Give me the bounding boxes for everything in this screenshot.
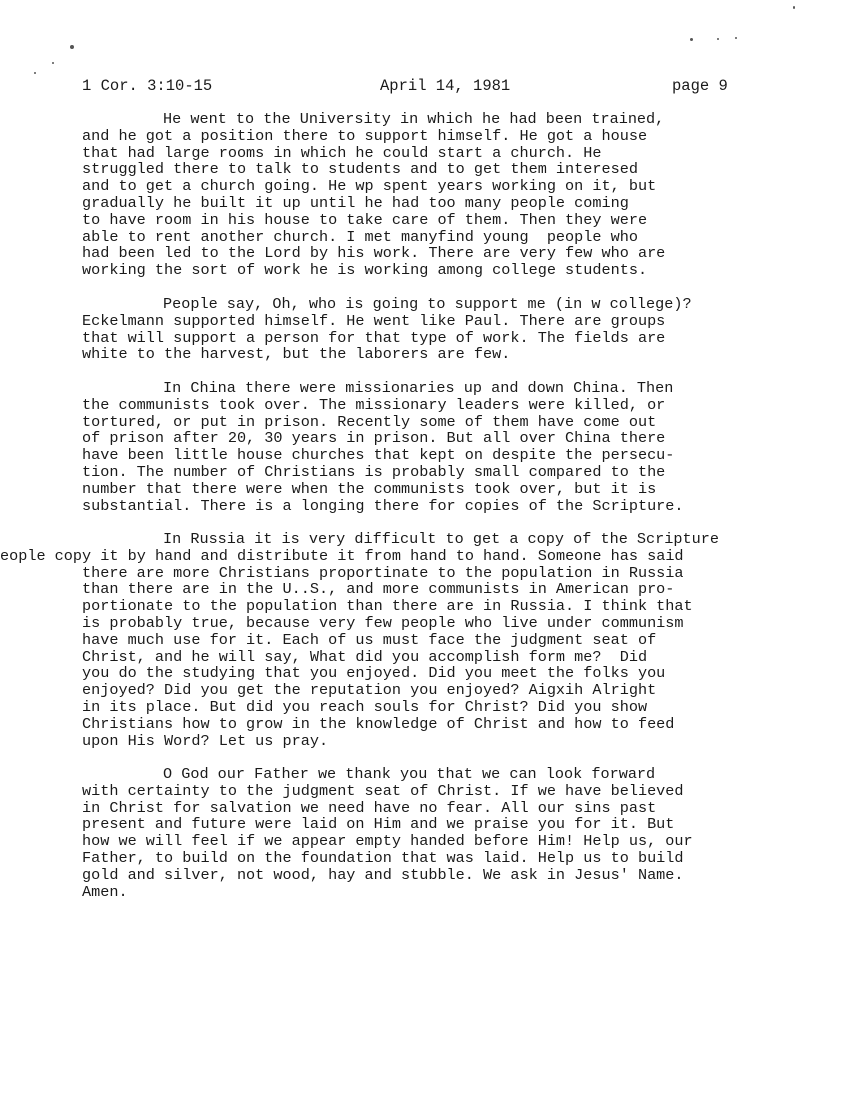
text-line: Eckelmann supported himself. He went like Paul. There are groups [82,311,666,330]
text-line: and to get a church going. He wp spent years working on it, but [82,177,657,196]
text-line: Father, to build on the foundation that was laid. Help us to build [82,848,684,867]
text-line: in Christ for salvation we need have no fear. All our sins past [82,798,657,817]
closing-prayer [0,766,693,900]
text-line: is probably true, because very few people who live under communism [82,613,684,632]
text-line: number that there were when the communists took over, but it is [82,479,657,498]
text-line: have much use for it. Each of us must face the judgment seat of [82,630,657,649]
text-line: to have room in his house to take care of them. Then they were [82,210,648,229]
text-line: had been led to the Lord by his work. There are very few who are [82,244,666,263]
text-line: tortured, or put in prison. Recently some of them have come out [82,412,657,431]
text-line: how we will feel if we appear empty handed before Him! Help us, our [82,832,693,851]
scan-speck [717,38,719,40]
text-line: struggled there to talk to students and to get them interesed [82,160,638,179]
text-line: have been little house churches that kept on despite the persecu- [82,446,675,465]
paragraph-2 [0,296,692,363]
paragraph-4 [0,531,719,749]
text-line: In Russia it is very difficult to get a copy of the Scripture [163,530,719,548]
text-line: Christians how to grow in the knowledge of Christ and how to feed [82,714,675,733]
text-line: People say, Oh, who is going to support me (in w college)? [163,295,692,313]
text-line: able to rent another church. I met manyfind young people who [82,227,638,246]
text-line: gradually he built it up until he had too many people coming [82,193,629,212]
paragraph-3 [0,380,684,514]
scripture-reference: 1 Cor. 3:10-15 [82,77,213,95]
scan-speck [34,72,36,74]
text-line: in its place. But did you reach souls for Christ? Did you show [82,697,648,716]
text-line: upon His Word? Let us pray. [82,731,329,750]
page-number: page 9 [672,77,728,95]
text-line: O God our Father we thank you that we can look forward [163,765,656,783]
text-line: portionate to the population than there are in Russia. I think that [82,597,693,616]
text-line: with certainty to the judgment seat of Christ. If we have believed [82,781,684,800]
text-line: He went to the University in which he had been trained, [163,110,665,128]
page-header [82,76,728,96]
text-line: In China there were missionaries up and down China. Then [163,379,674,397]
text-line: present and future were laid on Him and we praise you for it. But [82,815,675,834]
sermon-date: April 14, 1981 [380,77,511,95]
scan-speck [690,38,693,41]
text-line: that will support a person for that type of work. The fields are [82,328,666,347]
text-line: and he got a position there to support himself. He got a house [82,126,648,145]
text-line: gold and silver, not wood, hay and stubble. We ask in Jesus' Name. [82,865,684,884]
text-line: working the sort of work he is working among college students. [82,261,648,280]
text-line: Amen. [82,882,128,901]
text-line: enjoyed? Did you get the reputation you enjoyed? Aigxih Alright [82,681,657,700]
scan-speck [793,6,795,9]
text-line: of prison after 20, 30 years in prison. But all over China there [82,429,666,448]
text-line: you do the studying that you enjoyed. Did you meet the folks you [82,664,666,683]
scan-speck [52,62,54,64]
text-line: substantial. There is a longing there for copies of the Scripture. [82,496,684,515]
text-line: there are more Christians proportinate to the population in Russia [82,563,684,582]
scan-speck [70,45,74,49]
scan-speck [735,37,737,39]
text-line: eople copy it by hand and distribute it from hand to hand. Someone has said [0,546,684,565]
text-line: tion. The number of Christians is probably small compared to the [82,462,666,481]
paragraph-1 [0,111,665,279]
text-line: the communists took over. The missionary leaders were killed, or [82,395,666,414]
text-line: than there are in the U..S., and more communists in American pro- [82,580,675,599]
text-line: that had large rooms in which he could start a church. He [82,143,602,162]
text-line: white to the harvest, but the laborers are few. [82,345,511,364]
text-line: Christ, and he will say, What did you accomplish form me? Did [82,647,648,666]
